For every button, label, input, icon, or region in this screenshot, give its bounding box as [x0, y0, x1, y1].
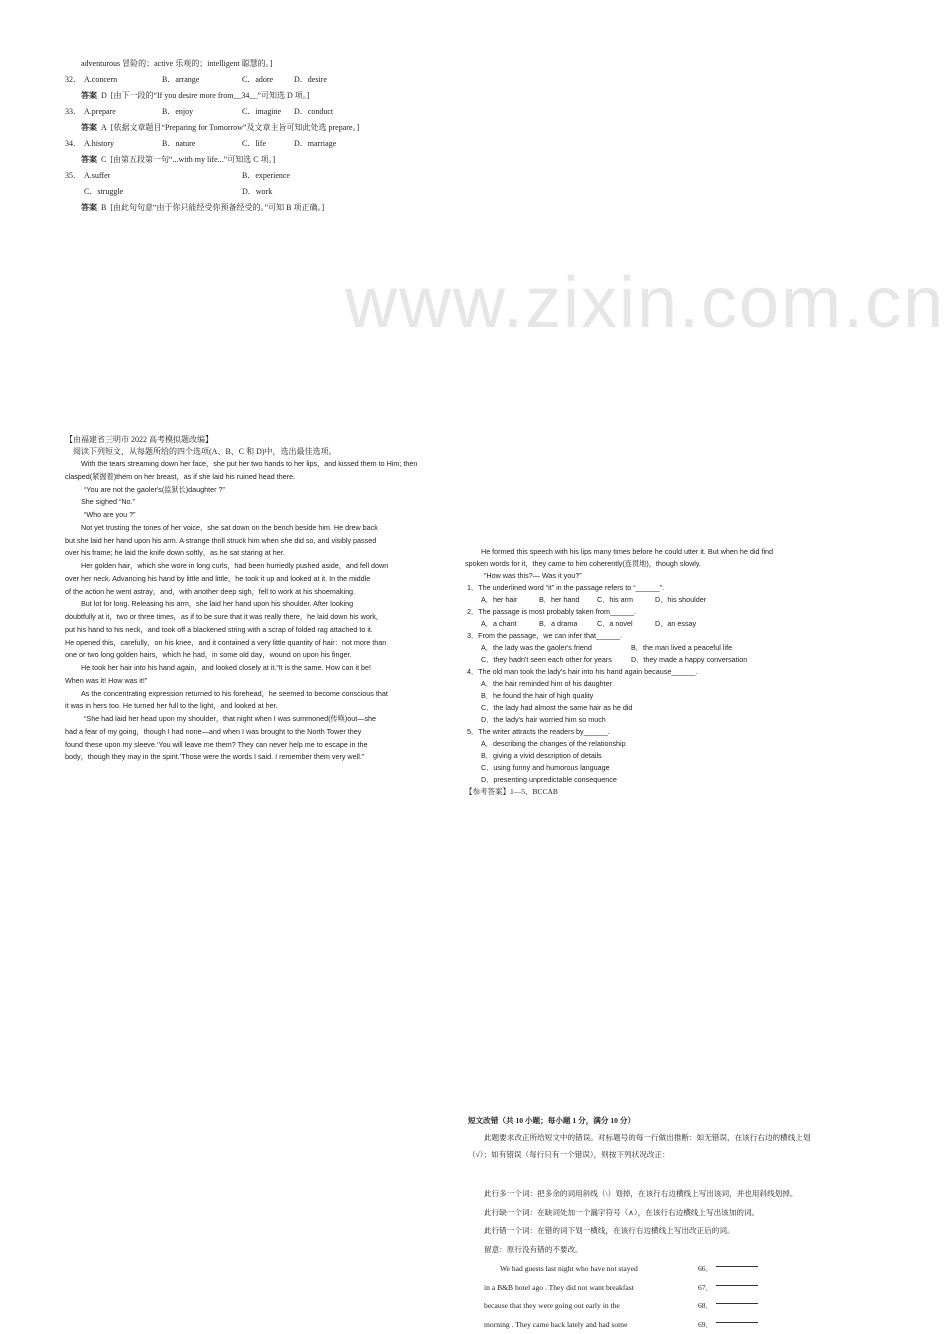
q-num: 35． — [65, 168, 84, 184]
line-text: morning . They came back lately and had some — [484, 1316, 684, 1334]
question-34 — [65, 136, 445, 168]
option-d: D．desire — [294, 72, 327, 88]
instruction-line-2: （√）；如有错误（每行只有一个错误），则按下列状况改正： — [468, 1147, 908, 1163]
option: D．his shoulder — [655, 594, 735, 606]
question-stem: 3．From the passage，we can infer that______. — [465, 630, 805, 642]
rule-line: 此行多一个词：把多余的词用斜线（\）划掉，在该行右边横线上写出该词，并也用斜线划掉。 — [468, 1185, 908, 1204]
option-c: C．life — [242, 136, 294, 152]
answer-letter: B — [101, 203, 106, 212]
question-32 — [65, 72, 445, 104]
q-num: 33． — [65, 104, 84, 120]
option: D．the lady's hair worried him so much — [465, 714, 805, 726]
passage-line: “You are not the gaoler's(监狱长)daughter ?” — [65, 484, 450, 497]
passage-line: over his frame; he laid the knife down softly，as he sat staring at her. — [65, 547, 450, 560]
correction-line — [468, 1297, 908, 1316]
passage-line: clasped(紧握着)them on her breast，as if she laid his ruined head there. — [65, 471, 450, 484]
option-d: D．work — [242, 184, 272, 200]
answer-explanation: [由此句句意“由于你只能经受你预备经受的。”可知 B 项正确。] — [110, 203, 324, 212]
options-row — [465, 654, 805, 666]
rule-line: 此行缺一个词：在缺词处加一个漏字符号（∧），在该行右边横线上写出该加的词。 — [468, 1204, 908, 1223]
answer-blank[interactable] — [716, 1260, 758, 1267]
question-2 — [465, 606, 805, 630]
passage-line: As the concentrating expression returned to his forehead，he seemed to become conscious that — [65, 688, 450, 701]
answer-label: 答案 — [81, 203, 97, 212]
line-text: We had guests last night who have not stayed — [484, 1260, 684, 1279]
option-a: A.history — [84, 136, 162, 152]
instruction: 阅读下列短文，从每题所给的四个选项(A、B、C 和 D)中，选出最佳选项。 — [65, 446, 450, 458]
error-correction-section — [468, 1113, 908, 1334]
option: B．giving a vivid description of details — [465, 750, 805, 762]
passage-line: He formed this speech with his lips many times before he could utter it. But when he did find — [465, 546, 805, 558]
question-stem: 1．The underlined word “it” in the passage refers to “______”. — [465, 582, 805, 594]
option-d: D．marriage — [294, 136, 336, 152]
option: D．they made a happy conversation — [631, 654, 781, 666]
option: B．he found the hair of high quality — [465, 690, 805, 702]
line-number: 68． — [698, 1297, 716, 1316]
question-3 — [465, 630, 805, 666]
right-column — [465, 546, 805, 798]
correction-line — [468, 1316, 908, 1334]
correction-line — [468, 1279, 908, 1298]
option: B．the man lived a peaceful life — [631, 642, 781, 654]
question-33 — [65, 104, 445, 136]
passage-line: When was it! How was it!” — [65, 675, 450, 688]
question-4 — [465, 666, 805, 726]
passage-line: but she laid her hand upon his arm. A strange thrill struck him when she did so, and visibly passed — [65, 535, 450, 548]
option-a: A.suffer — [84, 168, 242, 184]
answer-label: 答案 — [81, 123, 97, 132]
rule-line: 留意：原行没有错的不要改。 — [468, 1241, 908, 1260]
passage-line: spoken words for it，they came to him coherently(连贯地)，though slowly. — [465, 558, 805, 570]
correction-line — [468, 1260, 908, 1279]
line-text: because that they were going out early in the — [484, 1297, 684, 1316]
option-d: D．conduct — [294, 104, 333, 120]
option: C．they hadn't seen each other for years — [481, 654, 631, 666]
watermark: www.zixin.com.cn — [345, 262, 945, 344]
option: A．a chant — [481, 618, 539, 630]
passage-line: But lot for long. Releasing his arm，she laid her hand upon his shoulder. After looking — [65, 598, 450, 611]
option-c: C．adore — [242, 72, 294, 88]
option-c: C．struggle — [84, 184, 242, 200]
passage-line: She sighed “No.” — [65, 496, 450, 509]
rule-line: 此行错一个词：在错的词下划一横线，在该行右边横线上写出改正后的词。 — [468, 1222, 908, 1241]
answer-label: 答案 — [81, 91, 97, 100]
options-row — [465, 618, 805, 630]
question-35 — [65, 168, 445, 216]
option: C．his arm — [597, 594, 655, 606]
option: A．her hair — [481, 594, 539, 606]
answer-letter: A — [101, 123, 107, 132]
option-b: B．experience — [242, 168, 290, 184]
passage-line: “She had laid her head upon my shoulder，that night when I was summoned(传唤)out—she — [65, 713, 450, 726]
option: C．the lady had almost the same hair as he did — [465, 702, 805, 714]
option-c: C．imagine — [242, 104, 294, 120]
option-a: A.prepare — [84, 104, 162, 120]
passage-line: had a fear of my going，though I had none—and when I was brought to the North Tower they — [65, 726, 450, 739]
line-number: 69． — [698, 1316, 716, 1334]
option-b: B．arrange — [162, 72, 242, 88]
line-text: in a B&B hotel ago . They did not want breakfast — [484, 1279, 684, 1298]
answer-key: 【参考答案】1—5、BCCAB — [465, 786, 805, 798]
option-b: B．nature — [162, 136, 242, 152]
passage-line: put his hand to his neck，and took off a blackened string with a scrap of folded rag attached to it. — [65, 624, 450, 637]
question-1 — [465, 582, 805, 606]
option: A．the lady was the gaoler's friend — [481, 642, 631, 654]
option-b: B．enjoy — [162, 104, 242, 120]
passage-line: Her golden hair，which she wore in long curls，had been hurriedly pushed aside，and fell down — [65, 560, 450, 573]
answer-explanation: [依据文章题目“Preparing for Tomorrow”及文章主旨可知此处选 prepare。] — [111, 123, 359, 132]
passage-line: found these upon my sleeve.‘You will leave me them? They can never help me to escape in the — [65, 739, 450, 752]
q-num: 34． — [65, 136, 84, 152]
line-number: 67． — [698, 1279, 716, 1298]
reading-passage — [65, 434, 450, 764]
option: B．her hand — [539, 594, 597, 606]
source-note: 【由福建省三明市 2022 高考模拟题改编】 — [65, 434, 450, 446]
answer-letter: D — [101, 91, 107, 100]
q-num: 32． — [65, 72, 84, 88]
passage-line: He took her hair into his hand again，and looked closely at it.“It is the same. How can it be! — [65, 662, 450, 675]
passage-line: He opened this，carefully，on his knee，and it contained a very little quantity of hair：not more than — [65, 637, 450, 650]
question-5 — [465, 726, 805, 786]
option: C．using funny and humorous language — [465, 762, 805, 774]
question-stem: 2．The passage is most probably taken from______. — [465, 606, 805, 618]
option: C．a novel — [597, 618, 655, 630]
question-stem: 5．The writer attracts the readers by______. — [465, 726, 805, 738]
answer-blank[interactable] — [716, 1279, 758, 1286]
answer-blank[interactable] — [716, 1316, 758, 1323]
option: A．the hair reminded him of his daughter — [465, 678, 805, 690]
option: D．presenting unpredictable consequence — [465, 774, 805, 786]
answer-section-32-35 — [65, 56, 445, 216]
question-stem: 4．The old man took the lady's hair into his hand again because______. — [465, 666, 805, 678]
instruction-line-1: 此题要求改正所给短文中的错误。对标题号的每一行做出推断：如无错误，在该行右边的横线上划 — [468, 1129, 908, 1147]
answer-explanation: [由下一段的“If you desire more from__34__”可知选 D 项。] — [111, 91, 310, 100]
vocab-note: adventurous 冒险的；active 乐观的；intelligent 聪慧的。] — [65, 56, 445, 72]
line-number: 66． — [698, 1260, 716, 1279]
answer-blank[interactable] — [716, 1297, 758, 1304]
option: D．an essay — [655, 618, 735, 630]
passage-line: “Who are you ?” — [65, 509, 450, 522]
options-row — [465, 642, 805, 654]
option-a: A.concern — [84, 72, 162, 88]
option: A．describing the changes of the relationship — [465, 738, 805, 750]
options-row — [465, 594, 805, 606]
passage-line: over her neck. Advancing his hand by little and little，he took it up and looked at it. In the middle — [65, 573, 450, 586]
answer-letter: C — [101, 155, 106, 164]
passage-line: one or two long golden hairs，which he had，in some old day，wound on upon his finger. — [65, 649, 450, 662]
passage-line: With the tears streaming down her face，she put her two hands to her lips，and kissed them to Him; then — [65, 458, 450, 471]
answer-label: 答案 — [81, 155, 97, 164]
passage-line: body，though they may in the spirit.’Those were the words I said. I remember them very well.” — [65, 751, 450, 764]
answer-explanation: [由第五段第一句“...with my life...”可知选 C 项。] — [110, 155, 275, 164]
passage-line: of the action he went astray，and，with another deep sigh，fell to work at his shoemaking. — [65, 586, 450, 599]
passage-line: doubtfully at it，two or three times，as if to be sure that it was really there，he laid down his work， — [65, 611, 450, 624]
section-title: 短文改错（共 10 小题；每小题 1 分，满分 10 分） — [468, 1113, 908, 1129]
passage-line: “How was this?— Was it you?” — [465, 570, 805, 582]
option: B．a drama — [539, 618, 597, 630]
passage-line: it was in hers too. He turned her full to the light，and looked at her. — [65, 700, 450, 713]
passage-line: Not yet trusting the tones of her voice，she sat down on the bench beside him. He drew back — [65, 522, 450, 535]
